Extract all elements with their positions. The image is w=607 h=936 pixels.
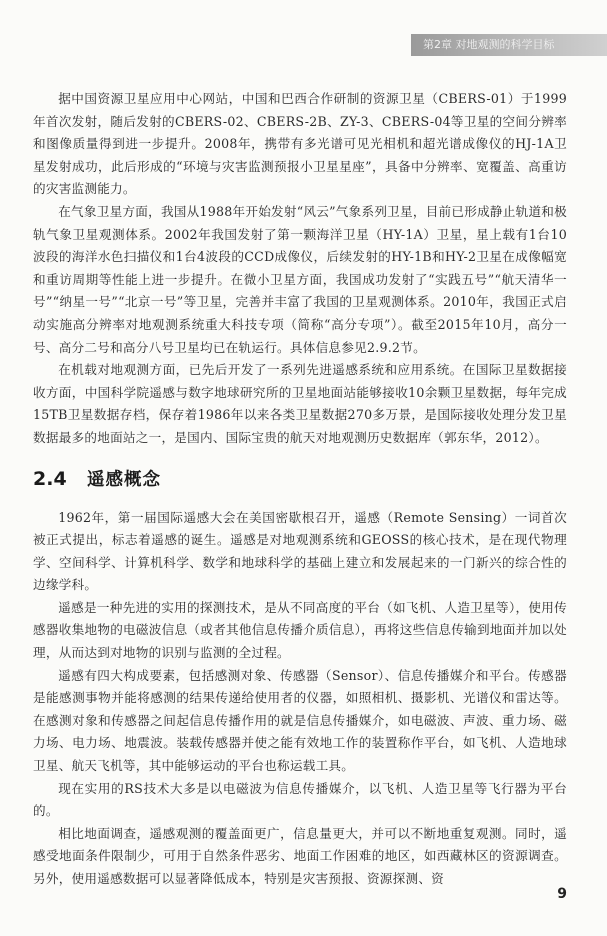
paragraph: 遥感有四大构成要素，包括感测对象、传感器（Sensor）、信息传播媒介和平台。传感器是能感测事物并能将感测的结果传递给使用者的仪器，如照相机、摄影机、光谱仪和雷达等。在感测对象和传感器之间起信息传播作用的就是信息传播媒介，如电磁波、声波、重力场、磁力场、电力场、地震波。装载传感器并使之能有效地工作的装置称作平台，如飞机、人造地球卫星、航天飞机等，其中能够运动的平台也称运载工具。 xyxy=(33,667,567,774)
chapter-header-tab: 第2章 对地观测的科学目标 xyxy=(411,34,607,56)
paragraph: 在气象卫星方面，我国从1988年开始发射“风云”气象系列卫星，目前已形成静止轨道和极轨气象卫星观测体系。2002年我国发射了第一颗海洋卫星（HY-1A）卫星，星上载有1台10波段的海洋水色扫描仪和1台4波段的CCD成像仪，后续发射的HY-1B和HY-2卫星在成像幅宽和重访周期等性能上进一步提升。在微小卫星方面，我国成功发射了“实践五号”“航天清华一号”“纳星一号”“北京一号”等卫星，完善并丰富了我国的卫星观测体系。2010年，我国正式启动实施高分辨率对地观测系统重大科技专项（简称“高分专项”）。截至2015年10月，高分一号、高分二号和高分八号卫星均已在轨运行。具体信息参见2.9.2节。 xyxy=(33,203,567,355)
paragraph: 相比地面调查，遥感观测的覆盖面更广，信息量更大，并可以不断地重复观测。同时，遥感受地面条件限制少，可用于自然条件恶劣、地面工作困难的地区，如西藏林区的资源调查。另外，使用遥感数据可以显著降低成本，特别是灾害预报、资源探测、资 xyxy=(33,825,567,886)
paragraph: 在机载对地观测方面，已先后开发了一系列先进遥感系统和应用系统。在国际卫星数据接收方面，中国科学院遥感与数字地球研究所的卫星地面站能够接收10余颗卫星数据，每年完成15TB卫星数据存档，保存着1986年以来各类卫星数据270多万景，是国际接收处理分发卫星数据最多的地面站之一，是国内、国际宝贵的航天对地观测历史数据库（郭东华，2012）。 xyxy=(33,362,567,445)
page-body xyxy=(33,88,567,891)
section-title: 遥感概念 xyxy=(87,469,161,490)
paragraph: 遥感是一种先进的实用的探测技术，是从不同高度的平台（如飞机、人造卫星等），使用传感器收集地物的电磁波信息（或者其他信息传播介质信息），再将这些信息传输到地面并加以处理，从而达到对地物的识别与监测的全过程。 xyxy=(33,599,567,661)
page-number: 9 xyxy=(557,886,567,902)
paragraph: 据中国资源卫星应用中心网站，中国和巴西合作研制的资源卫星（CBERS-01）于1999年首次发射，随后发射的CBERS-02、CBERS-2B、ZY-3、CBERS-04等卫星的空间分辨率和图像质量得到进一步提升。2008年，携带有多光谱可见光相机和超光谱成像仪的HJ-1A卫星发射成功，此后形成的“环境与灾害监测预报小卫星星座”，具备中分辨率、宽覆盖、高重访的灾害监测能力。 xyxy=(33,91,567,197)
section-heading xyxy=(33,466,567,491)
paragraph: 1962年，第一届国际遥感大会在美国密歇根召开，遥感（Remote Sensing）一词首次被正式提出，标志着遥感的诞生。遥感是对地观测系统和GEOSS的核心技术，是在现代物理学、空间科学、计算机科学、数学和地球科学的基础上建立和发展起来的一门新兴的综合性的边缘学科。 xyxy=(33,509,567,593)
section-number: 2.4 xyxy=(33,467,67,490)
paragraph: 现在实用的RS技术大多是以电磁波为信息传播媒介，以飞机、人造卫星等飞行器为平台的。 xyxy=(33,780,567,819)
